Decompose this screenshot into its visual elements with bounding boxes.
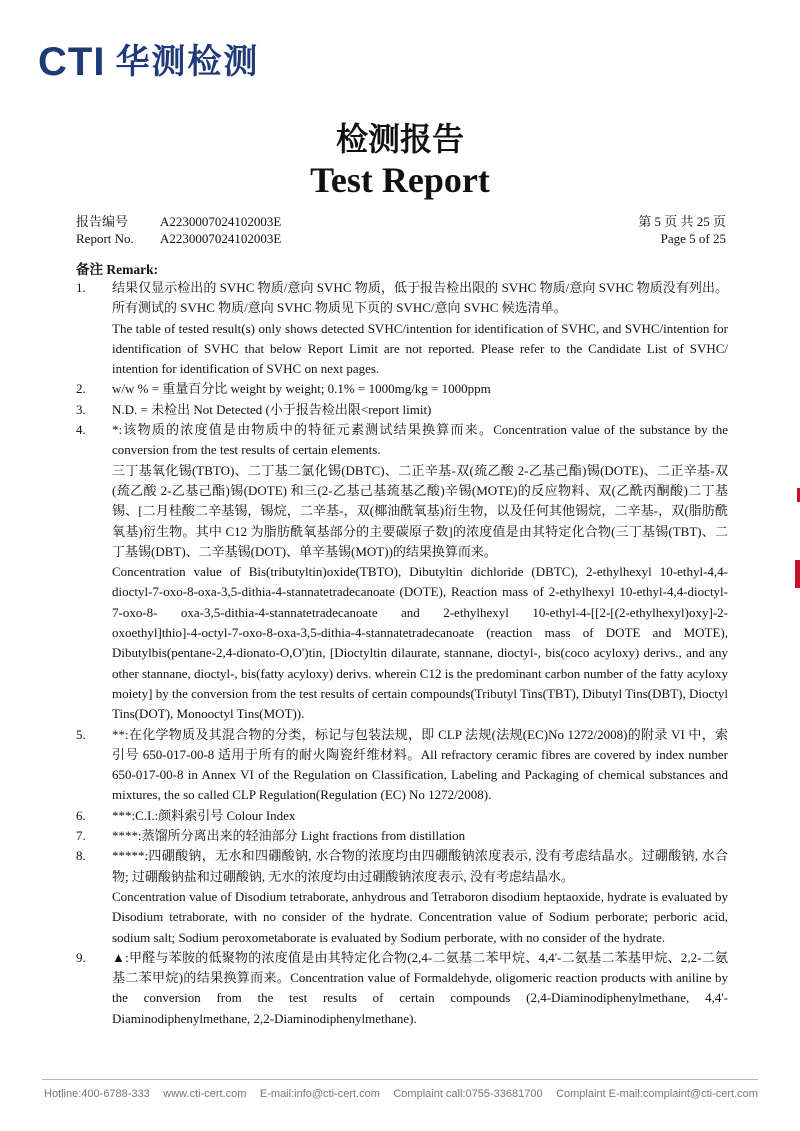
remark-number: 8. [76,848,86,864]
remark-item [76,846,728,947]
remark-number: 4. [76,422,86,438]
report-number: A2230007024102003E [160,231,282,246]
company-logo [38,42,259,82]
remark-paragraph: The table of tested result(s) only shows detected SVHC/intention for identification of SVHC, and SVHC/intention for identification of SVHC that below Report Limit are not reported. Please refer to the Candidate List of SVHC/ intention for identification of SVHC on next pages. [112,320,728,377]
page-number-en: Page 5 of 25 [660,231,726,246]
report-no-label-cn: 报告编号 [76,214,129,229]
footer-website: www.cti-cert.com [163,1088,247,1100]
footer-email: E-mail:info@cti-cert.com [259,1088,380,1100]
logo-chinese: 华测检测 [115,42,260,82]
title-english: Test Report [310,160,490,200]
report-no-label-en: Report No. [76,231,134,246]
remark-item [76,400,728,420]
remark-paragraph: N.D. = 未检出 Not Detected (小于报告检出限<report limit) [112,401,432,417]
remark-paragraph: Concentration value of Bis(tributyltin)oxide(TBTO), Dibutyltin dichloride (DBTC), 2-ethylhexyl 10-ethyl-4,4-dioctyl-7-oxo-8-oxa-3,5-dithia-4-stannatetradecanoate (DOTE), Reaction mass of 2-ethylhexyl 10-ethyl-4,4-dioctyl-7-oxo-8- oxa-3,5-dithia-4-stannatetradecanoate and 2-ethylhexyl 10-ethyl-4-[[2-[(2-ethylhexyl)oxy]-2-oxoethyl]thio]-4-octyl-7-oxo-8-oxa-3,5-dithia-4-stannatetradecanoate (reaction mass of DOTE and MOTE), Dibutylbis(pentane-2,4-dionato-O,O')tin, [Dioctyltin dilaurate, stannane, dioctyl-, bis(coco acyloxy) derivs., and any other stannane, dioctyl-, bis(fatty acyloxy) derivs. wherein C12 is the predominant carbon number of the fatty acyloxy moiety] by the conversion from the test results of certain compounds(Tributyl Tins(TBT), Dibutyl Tins(DBT), Dioctyl Tins(DOT), Monooctyl Tins(MOT)). [112,564,728,722]
remark-paragraph: *:该物质的浓度值是由物质中的特征元素测试结果换算而来。Concentration value of the substance by the conversion from the test results of certain elements. [112,422,728,458]
remark-heading: 备注 Remark: [76,262,159,277]
remark-item [76,420,728,724]
page-number-cn: 第 5 页 共 25 页 [638,214,726,229]
remark-number: 9. [76,949,86,965]
remark-number: 3. [76,401,86,417]
report-meta [76,213,726,247]
remark-number: 7. [76,828,86,844]
remark-number: 5. [76,726,86,742]
remark-item [76,826,728,846]
remark-paragraph: 结果仅显示检出的 SVHC 物质/意向 SVHC 物质，低于报告检出限的 SVHC 物质/意向 SVHC 物质没有列出。所有测试的 SVHC 物质/意向 SVHC 物质见下页的 SVHC/意向 SVHC 候选清单。 [112,280,728,316]
meta-row-en [76,230,726,247]
remarks-list [76,278,728,1029]
report-number: A2230007024102003E [160,214,282,229]
footer-complaint-email: Complaint E-mail:complaint@cti-cert.com [556,1088,758,1100]
remark-paragraph: **:在化学物质及其混合物的分类，标记与包装法规，即 CLP 法规(法规(EC)No 1272/2008)的附录 VI 中，索引号 650-017-00-8 适用于所有的耐火陶瓷纤维材料。All refractory ceramic fibres are covered by index number 650-017-00-8 in Annex VI of the Regulation on Classification, Labeling and Packaging of chemical substances and mixtures, the so called CLP Regulation(Regulation (EC) No 1272/2008). [112,726,728,803]
footer [44,1088,758,1100]
remark-number: 1. [76,280,86,295]
meta-row-cn [76,213,726,230]
remark-item [76,806,728,826]
remark-paragraph: ***:C.I.:颜料索引号 Colour Index [112,807,296,823]
report-title [0,118,800,200]
remark-paragraph: w/w % = 重量百分比 weight by weight; 0.1% = 1000mg/kg = 1000ppm [112,381,491,397]
logo-text: CTI [38,40,106,84]
remark-number: 6. [76,807,86,823]
remark-paragraph: ****:蒸馏所分离出来的轻油部分 Light fractions from distillation [112,828,466,844]
remark-paragraph: ▲:甲醛与苯胺的低聚物的浓度值是由其特定化合物(2,4-二氨基二苯甲烷、4,4'-二氨基二苯基甲烷、2,2-二氨基二苯甲烷)的结果换算而来。Concentration value of Formaldehyde, oligomeric reaction products with aniline by the conversion from the test results of certain compounds (2,4-Diaminodiphenylmethane, 4,4'- Diaminodiphenylmethane, 2,2-Diaminodiphenylmethane). [112,949,728,1026]
remark-item [76,278,728,379]
footer-divider [42,1079,758,1080]
remark-item [76,948,728,1029]
footer-hotline: Hotline:400-6788-333 [44,1088,150,1100]
remark-paragraph: 三丁基氧化锡(TBTO)、二丁基二氯化锡(DBTC)、二正辛基-双(巯乙酸 2-乙基己酯)锡(DOTE)、二正辛基-双(巯乙酸 2-乙基己酯)锡(DOTE) 和三(2-乙基己基巯基乙酸)辛锡(MOTE)的反应物料、双(乙酰丙酮酸)二丁基锡、[二月桂酸二辛基锡，锡烷，二辛基-，双(椰油酰氧基)衍生物，以及任何其他锡烷，二辛基-，双(脂肪酰氧基)衍生物。其中 C12 为脂肪酰氧基部分的主要碳原子数]的浓度值是由其特定化合物(三丁基锡(TBT)、二丁基锡(DBT)、二辛基锡(DOT)、单辛基锡(MOT))的结果换算而来。 [112,462,728,559]
edge-mark [795,560,800,588]
remark-paragraph: Concentration value of Disodium tetraborate, anhydrous and Tetraboron disodium heptaoxide, hydrate is evaluated by Disodium tetraborate, with no consider of the hydrate. Concentration value of Sodium perborate; perboric acid, sodium salt; Sodium peroxometaborate is evaluated by Sodium perborate, with no consider of the hydrate. [112,888,728,945]
remark-item [76,379,728,399]
remark-item [76,725,728,806]
remark-paragraph: *****:四硼酸钠，无水和四硼酸钠, 水合物的浓度均由四硼酸钠浓度表示, 没有考虑结晶水。过硼酸钠, 水合物; 过硼酸钠盐和过硼酸钠, 无水的浓度均由过硼酸钠浓度表示, 没有考虑结晶水。 [112,848,728,884]
footer-complaint-call: Complaint call:0755-33681700 [393,1088,543,1100]
title-chinese: 检测报告 [335,120,464,158]
remark-number: 2. [76,381,86,397]
